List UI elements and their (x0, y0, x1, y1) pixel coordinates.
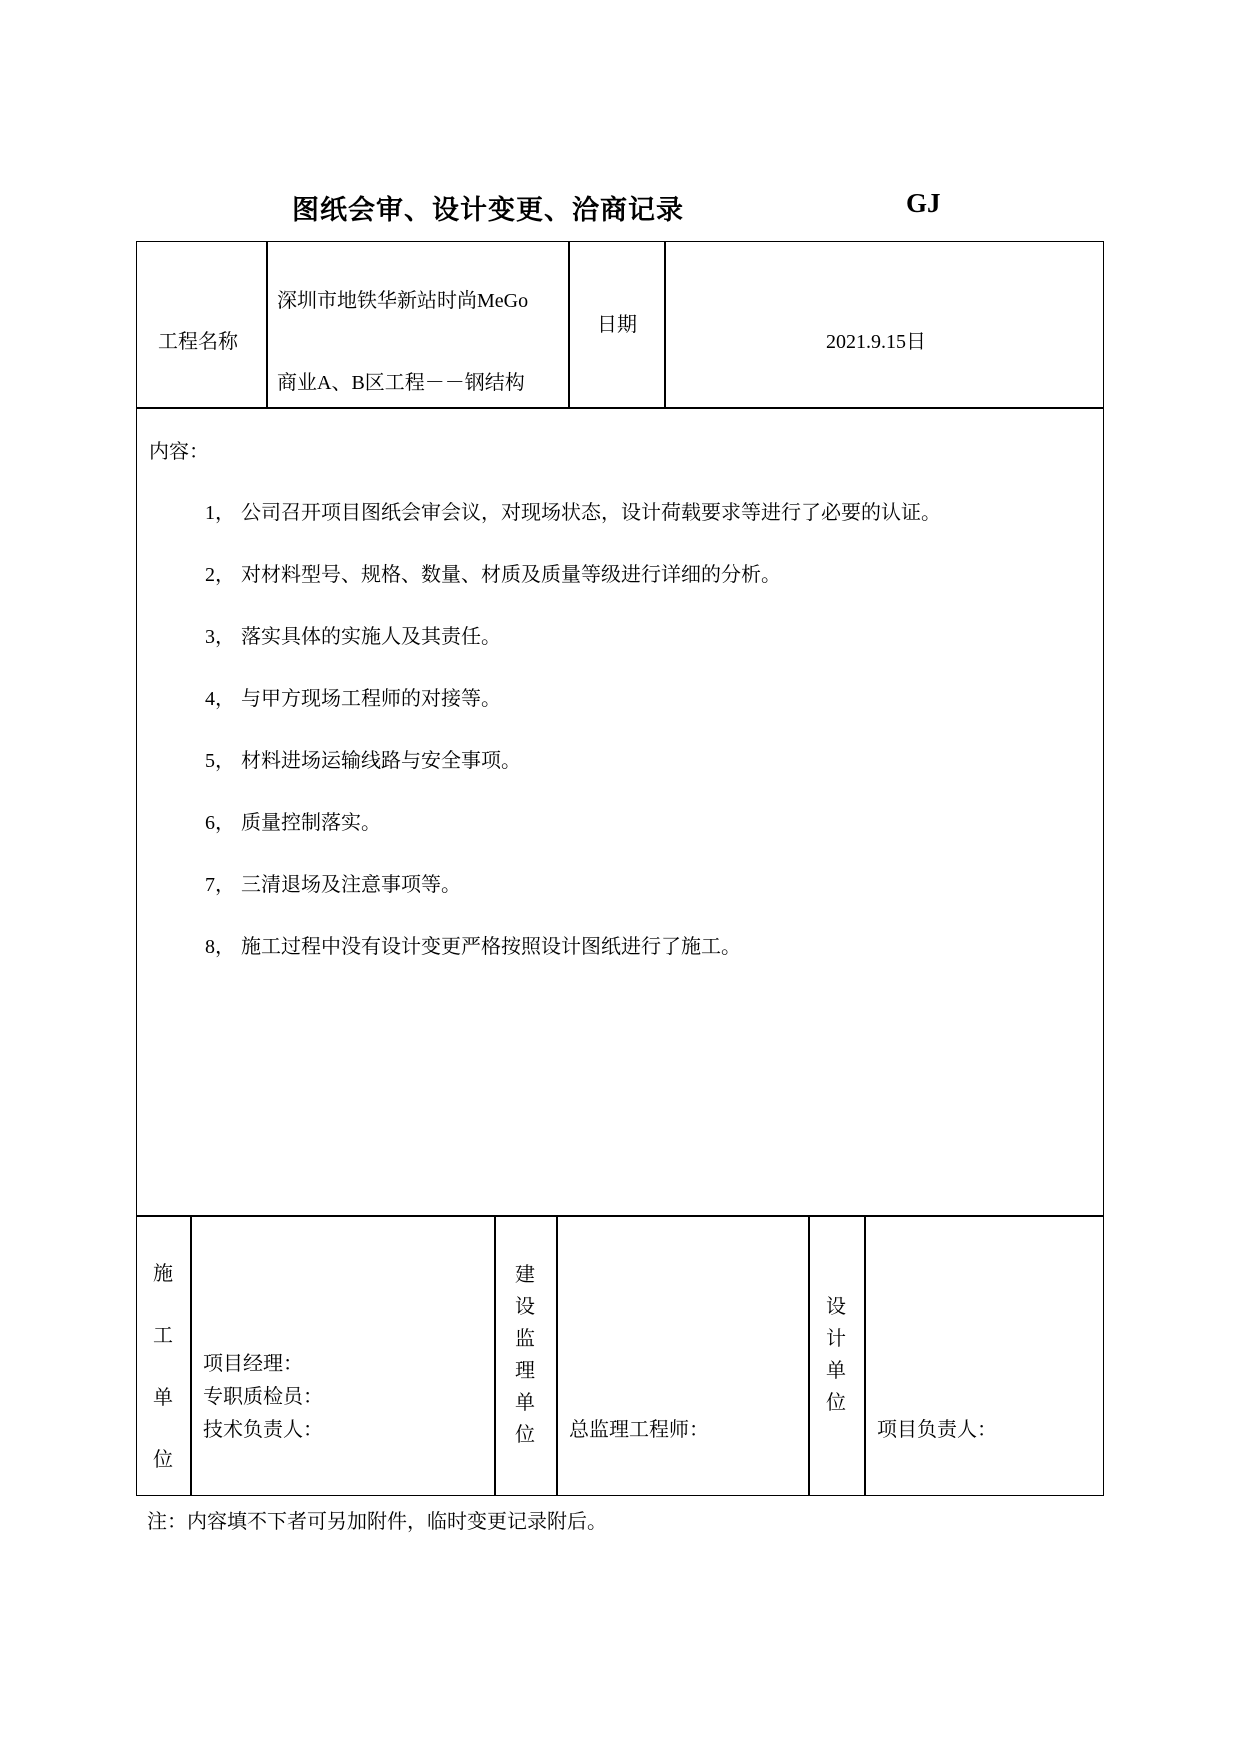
record-table (136, 241, 1104, 1496)
sig-divider-3 (556, 1215, 558, 1496)
construction-unit-label: 施 工 单 位 (153, 1263, 173, 1471)
supervision-unit-label: 建 设 监 理 单 位 (515, 1264, 535, 1446)
project-name-label: 工程名称 (158, 331, 238, 353)
date-value: 2021.9.15日 (826, 331, 926, 353)
project-name-line1: 深圳市地铁华新站时尚MeGo (277, 290, 529, 312)
date-label: 日期 (597, 314, 637, 336)
header (0, 188, 1241, 228)
content-item: 4， 与甲方现场工程师的对接等。 (205, 688, 501, 710)
row-divider-content (136, 1215, 1104, 1217)
design-lead-role: 项目负责人： (877, 1419, 997, 1441)
content-label: 内容： (149, 441, 209, 463)
document-code: GJ (906, 188, 941, 218)
col-divider-2 (568, 241, 570, 408)
project-manager-role: 项目经理： (203, 1353, 303, 1375)
sig-divider-4 (808, 1215, 810, 1496)
content-item: 5， 材料进场运输线路与安全事项。 (205, 750, 521, 772)
content-item: 7， 三清退场及注意事项等。 (205, 874, 461, 896)
content-item: 3， 落实具体的实施人及其责任。 (205, 626, 501, 648)
content-item: 6， 质量控制落实。 (205, 812, 381, 834)
content-item: 8， 施工过程中没有设计变更严格按照设计图纸进行了施工。 (205, 936, 741, 958)
row-divider-info (136, 407, 1104, 409)
content-item: 1， 公司召开项目图纸会审会议，对现场状态，设计荷载要求等进行了必要的认证。 (205, 502, 941, 524)
col-divider-1 (266, 241, 268, 408)
project-name-line2: 商业A、B区工程－－钢结构 (277, 372, 525, 394)
design-unit-label: 设 计 单 位 (826, 1296, 846, 1414)
quality-inspector-role: 专职质检员： (203, 1386, 323, 1408)
chief-supervisor-role: 总监理工程师： (569, 1419, 709, 1441)
footer-note: 注：内容填不下者可另加附件，临时变更记录附后。 (147, 1511, 607, 1533)
content-item: 2， 对材料型号、规格、数量、材质及质量等级进行详细的分析。 (205, 564, 781, 586)
sig-divider-2 (494, 1215, 496, 1496)
technical-lead-role: 技术负责人： (203, 1419, 323, 1441)
sig-divider-5 (864, 1215, 866, 1496)
document-title: 图纸会审、设计变更、洽商记录 (292, 195, 684, 225)
col-divider-3 (664, 241, 666, 408)
sig-divider-1 (190, 1215, 192, 1496)
